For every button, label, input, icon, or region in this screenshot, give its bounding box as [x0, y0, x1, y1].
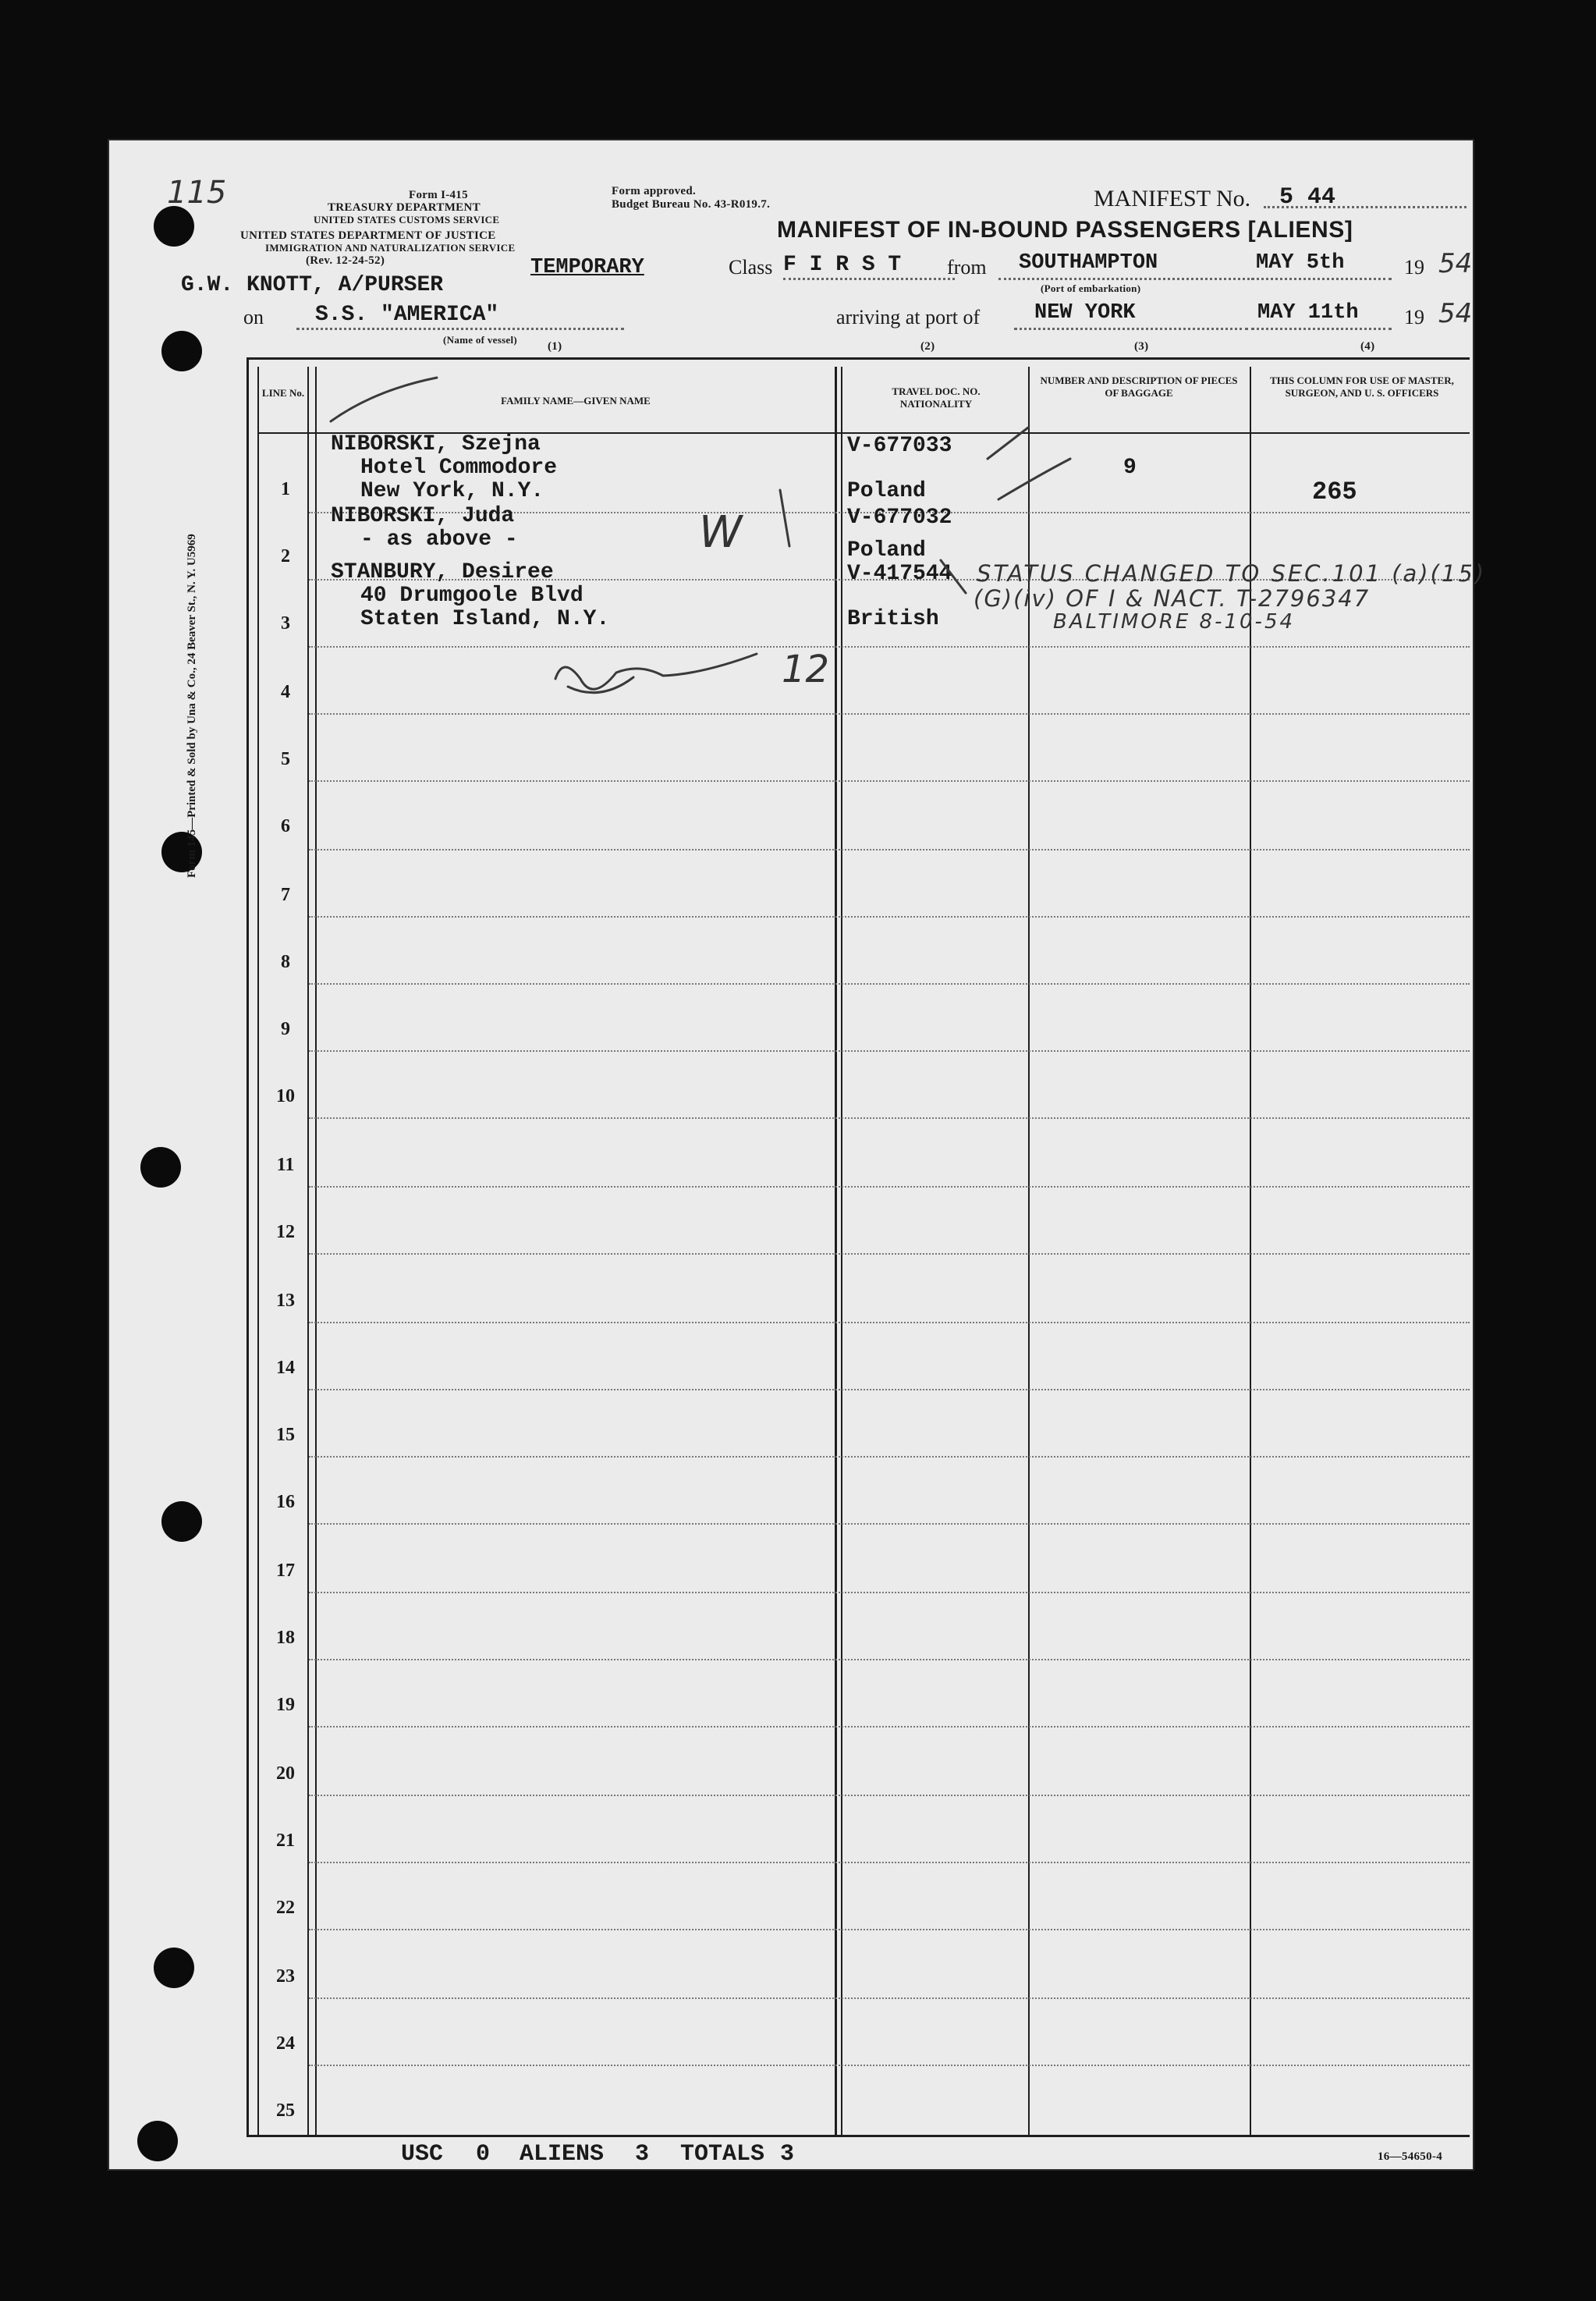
- line-number: 1: [281, 479, 290, 499]
- line-number: 17: [276, 1561, 295, 1581]
- manifest-title: MANIFEST OF IN-BOUND PASSENGERS [ALIENS]: [777, 217, 1353, 243]
- officers-header: THIS COLUMN FOR USE OF MASTER, SURGEON, AND U. S. OFFICERS: [1270, 375, 1454, 399]
- line-number: 15: [276, 1425, 295, 1445]
- passenger-name: STANBURY, Desiree: [331, 560, 554, 584]
- baggage-header: NUMBER AND DESCRIPTION OF PIECES OF BAGGAGE: [1040, 375, 1238, 399]
- passenger-address: Hotel Commodore: [360, 456, 558, 480]
- handwritten-mark: 12: [782, 648, 830, 691]
- line-number: 9: [281, 1019, 290, 1039]
- class-value: F I R S T: [783, 253, 902, 277]
- usc-value: 0: [476, 2141, 491, 2168]
- passenger-address: 40 Drumgoole Blvd: [360, 584, 583, 608]
- vessel-caption: (Name of vessel): [443, 334, 518, 346]
- line-number: 7: [281, 885, 290, 905]
- column-number-1: (1): [548, 340, 562, 353]
- justice-department: UNITED STATES DEPARTMENT OF JUSTICE: [240, 229, 496, 242]
- totals-label: TOTALS: [680, 2141, 765, 2168]
- departure-year: 54: [1438, 248, 1473, 279]
- arrival-date: MAY 11th: [1257, 301, 1359, 325]
- nationality: British: [847, 607, 939, 631]
- handwritten-mark: W: [699, 507, 743, 558]
- line-number: 11: [276, 1155, 295, 1175]
- from-label: from: [947, 256, 987, 279]
- line-no-header: LINE No.: [261, 387, 305, 399]
- port-embarkation-caption: (Port of embarkation): [1041, 282, 1141, 294]
- line-number: 13: [276, 1291, 295, 1311]
- baggage-count: 9: [1123, 456, 1137, 480]
- purser-name: G.W. KNOTT, A/PURSER: [181, 273, 444, 297]
- line-number: 14: [276, 1358, 295, 1378]
- line-number: 2: [281, 546, 290, 566]
- status-change-note: STATUS CHANGED TO SEC.101 (a)(15): [977, 560, 1487, 587]
- aliens-value: 3: [635, 2141, 650, 2168]
- vessel-name: S.S. "AMERICA": [315, 303, 499, 327]
- totals-value: 3: [780, 2141, 795, 2168]
- line-number: 5: [281, 749, 290, 769]
- passenger-name: NIBORSKI, Szejna: [331, 432, 541, 456]
- line-number: 19: [276, 1695, 295, 1715]
- line-number: 21: [276, 1831, 295, 1851]
- line-number: 10: [276, 1086, 295, 1106]
- customs-service: UNITED STATES CUSTOMS SERVICE: [314, 214, 500, 225]
- immigration-service: IMMIGRATION AND NATURALIZATION SERVICE: [265, 242, 516, 254]
- manifest-no-value: 5 44: [1279, 184, 1336, 211]
- on-label: on: [243, 306, 264, 328]
- aliens-label: ALIENS: [520, 2141, 605, 2168]
- line-number: 6: [281, 816, 290, 836]
- travel-doc-number: V-677032: [847, 506, 952, 530]
- nationality: Poland: [847, 538, 926, 563]
- status-change-note: BALTIMORE 8-10-54: [1053, 610, 1296, 634]
- printer-imprint: Form 145—Printed & Sold by Una & Co., 24 Beaver St., N. Y. U5969: [186, 534, 198, 878]
- line-number: 24: [276, 2033, 295, 2054]
- arriving-label: arriving at port of: [836, 306, 981, 328]
- line-number: 23: [276, 1966, 295, 1987]
- line-number: 8: [281, 952, 290, 972]
- embarkation-port: SOUTHAMPTON: [1019, 251, 1158, 275]
- travel-doc-number: V-417544: [847, 562, 952, 586]
- usc-label: USC: [401, 2141, 444, 2168]
- print-code: 16—54650-4: [1378, 2150, 1442, 2163]
- manifest-no-label: MANIFEST No.: [1094, 186, 1251, 211]
- line-number: 25: [276, 2100, 295, 2121]
- class-label: Class: [729, 256, 773, 279]
- passenger-address: - as above -: [360, 527, 518, 552]
- year-prefix: 19: [1404, 256, 1424, 279]
- budget-bureau: Budget Bureau No. 43-R019.7.: [612, 198, 771, 211]
- line-number: 16: [276, 1492, 295, 1512]
- column-number-2: (2): [920, 340, 935, 353]
- departure-date: MAY 5th: [1256, 251, 1345, 275]
- handwritten-page-number: 115: [167, 175, 227, 211]
- arrival-year: 54: [1438, 298, 1473, 329]
- passenger-address: Staten Island, N.Y.: [360, 607, 610, 631]
- form-number: Form I-415: [409, 189, 468, 201]
- line-number: 12: [276, 1222, 295, 1242]
- passenger-name: NIBORSKI, Juda: [331, 504, 515, 528]
- form-revision: (Rev. 12-24-52): [306, 254, 385, 267]
- column-number-4: (4): [1360, 340, 1375, 353]
- treasury-department: TREASURY DEPARTMENT: [328, 201, 481, 214]
- line-number: 18: [276, 1628, 295, 1648]
- line-number: 22: [276, 1898, 295, 1918]
- temporary-label: TEMPORARY: [530, 256, 644, 279]
- line-number: 20: [276, 1763, 295, 1784]
- travel-doc-header: TRAVEL DOC. NO. NATIONALITY: [892, 385, 981, 410]
- nationality: Poland: [847, 479, 926, 503]
- travel-doc-number: V-677033: [847, 434, 952, 458]
- line-number: 4: [281, 682, 290, 702]
- year-prefix: 19: [1404, 306, 1424, 328]
- arrival-port: NEW YORK: [1034, 301, 1136, 325]
- name-column-header: FAMILY NAME—GIVEN NAME: [501, 395, 651, 407]
- form-approved: Form approved.: [612, 185, 697, 197]
- officer-note: 265: [1312, 478, 1357, 506]
- line-number: 3: [281, 613, 290, 634]
- column-number-3: (3): [1134, 340, 1149, 353]
- status-change-note: (G)(iv) OF I & NACT. T-2796347: [974, 585, 1371, 612]
- passenger-address: New York, N.Y.: [360, 479, 544, 503]
